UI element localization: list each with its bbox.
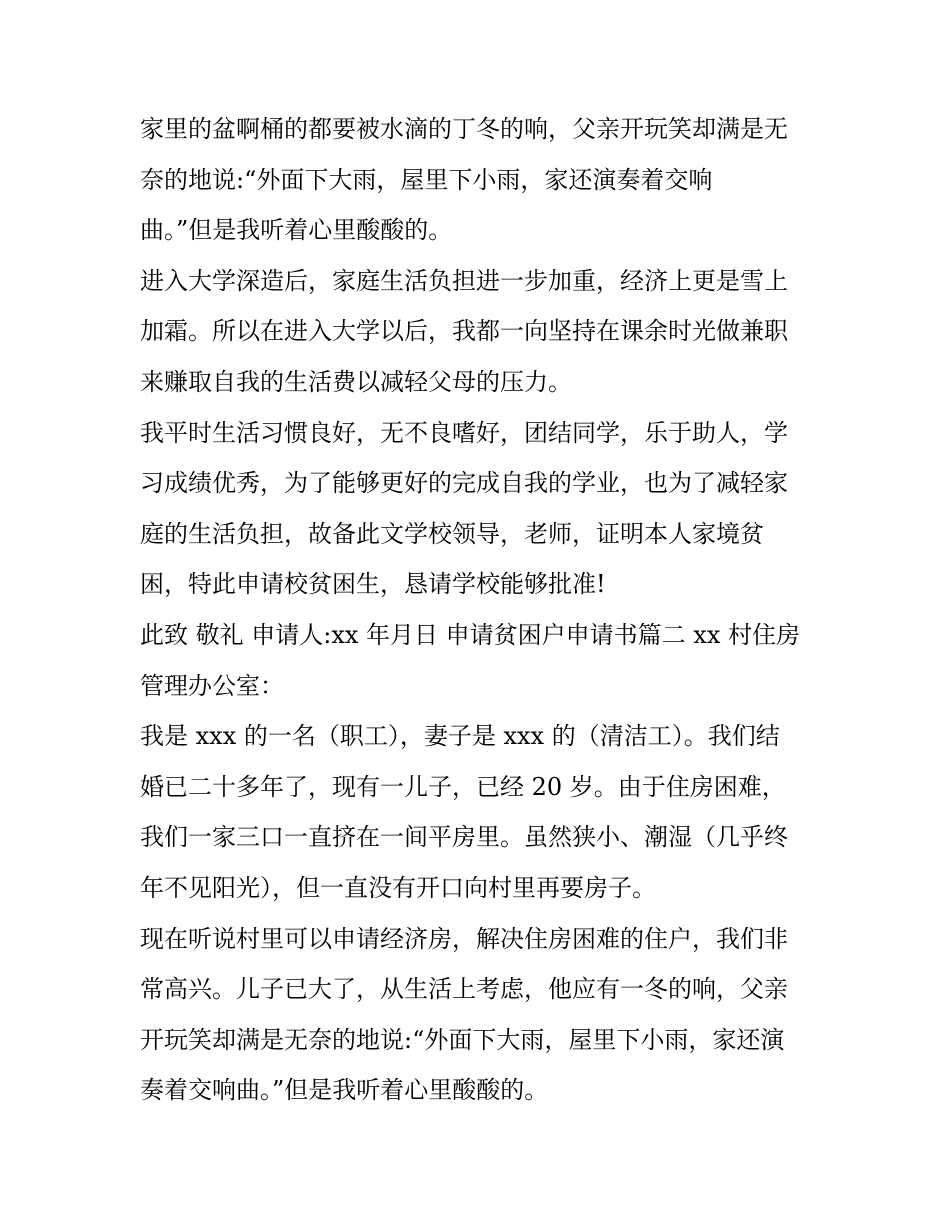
text-line: 庭的生活负担，故备此文学校领导，老师，证明本人家境贫 <box>140 519 764 548</box>
text-line: 进入大学深造后，家庭生活负担进一步加重，经济上更是雪上 <box>140 266 788 295</box>
text-line: 我是 xxx 的一名（职工），妻子是 xxx 的（清洁工）。我们结 <box>140 722 780 751</box>
text-line: 我平时生活习惯良好，无不良嗜好，团结同学，乐于助人，学 <box>140 418 788 447</box>
text-line: 加霜。所以在进入大学以后，我都一向坚持在课余时光做兼职 <box>140 317 788 346</box>
text-line: 来赚取自我的生活费以减轻父母的压力。 <box>140 367 572 396</box>
text-line: 婚已二十多年了，现有一儿子，已经 20 岁。由于住房困难， <box>140 772 786 801</box>
text-line: 开玩笑却满是无奈的地说:“外面下大雨，屋里下小雨，家还演 <box>140 1025 785 1054</box>
text-line: 此致 敬礼 申请人:xx 年月日 申请贫困户申请书篇二 xx 村住房 <box>140 620 800 649</box>
text-line: 奏着交响曲。”但是我听着心里酸酸的。 <box>140 1076 549 1105</box>
text-line: 曲。”但是我听着心里酸酸的。 <box>140 216 453 245</box>
text-line: 困，特此申请校贫困生，恳请学校能够批准! <box>140 570 606 599</box>
text-line: 习成绩优秀，为了能够更好的完成自我的学业，也为了减轻家 <box>140 469 788 498</box>
text-line: 家里的盆啊桶的都要被水滴的丁冬的响，父亲开玩笑却满是无 <box>140 115 788 143</box>
text-line: 管理办公室： <box>140 671 284 700</box>
text-line: 我们一家三口一直挤在一间平房里。虽然狭小、潮湿（几乎终 <box>140 823 788 852</box>
text-line: 常高兴。儿子已大了，从生活上考虑，他应有一冬的响，父亲 <box>140 975 788 1004</box>
text-line: 现在听说村里可以申请经济房，解决住房困难的住户，我们非 <box>140 924 788 953</box>
document-body <box>140 104 830 1116</box>
text-line: 奈的地说:“外面下大雨，屋里下小雨，家还演奏着交响 <box>140 165 713 194</box>
text-line: 年不见阳光），但一直没有开口向村里再要房子。 <box>140 873 656 902</box>
